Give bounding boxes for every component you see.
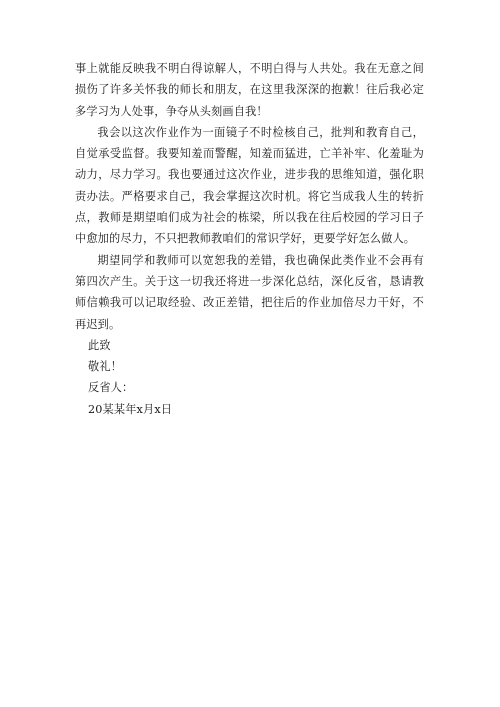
signature-label: 反省人： [88,381,134,395]
document-body [75,58,424,420]
paragraph-apology-continued: 事上就能反映我不明白得谅解人，不明白得与人共处。我在无意之间损伤了许多关怀我的师长和朋友，在这里我深深的抱歉！往后我必定多学习为人处事，争夺从头刻画自我！ [75,62,424,118]
date-line: 20某某年x月x日 [88,402,173,416]
paragraph-request-forgiveness: 期望同学和教师可以宽恕我的差错，我也确保此类作业不会再有第四次产生。关于这一切我还将进一步深化总结，深化反省，恳请教师信赖我可以记取经验、改正差错，把往后的作业加倍尽力干好，不再迟到。 [75,253,424,331]
closing-salutation-1: 此致 [88,338,111,352]
closing-salutation-2: 敬礼！ [88,360,123,374]
paragraph-self-reflection: 我会以这次作业作为一面镜子不时检核自己，批判和教育自己，自觉承受监督。我要知羞而警醒，知羞而猛进，亡羊补牢、化羞耻为动力，尽力学习。我也要通过这次作业，进步我的思维知道，强化职责办法。严格要求自己，我会掌握这次时机。将它当成我人生的转折点，教师是期望咱们成为社会的栋梁，所以我在往后校园的学习日子中愈加的尽力，不只把教师教咱们的常识学好，更要学好怎么做人。 [75,125,424,246]
